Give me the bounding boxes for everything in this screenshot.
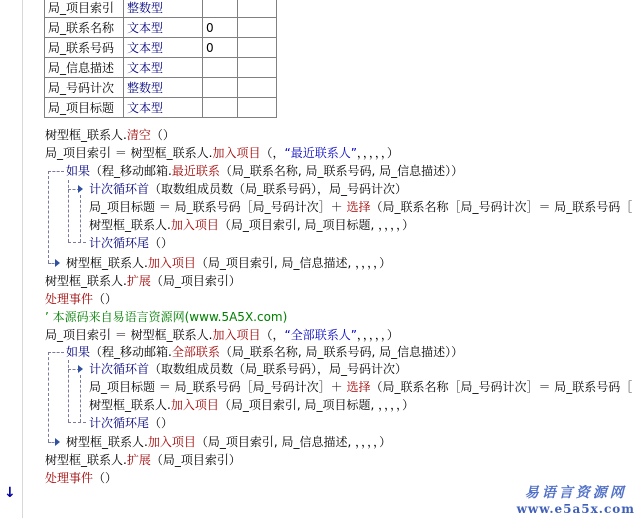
- var-static-cell[interactable]: [203, 58, 238, 78]
- local-variable-table: [44, 0, 277, 118]
- flow-arrow-icon: [78, 185, 83, 193]
- code-args: （）: [149, 236, 174, 250]
- code-keyword: 计次循环首: [89, 362, 150, 376]
- code-args: （局_项目索引, 局_项目标题, ，，，，）: [218, 398, 415, 412]
- flow-connector: [80, 375, 81, 422]
- var-name-cell[interactable]: 局_号码计次: [45, 78, 124, 98]
- code-line[interactable]: [45, 469, 117, 487]
- flow-connector: [48, 171, 64, 172]
- code-args: （局_项目索引）: [150, 453, 241, 467]
- code-keyword: 计次循环尾: [89, 236, 150, 250]
- table-row[interactable]: [45, 18, 277, 38]
- site-watermark-logo: [517, 482, 635, 516]
- flow-arrow-icon: [55, 438, 60, 446]
- table-row[interactable]: [45, 38, 277, 58]
- var-static-cell[interactable]: [203, 78, 238, 98]
- code-line[interactable]: [66, 254, 391, 272]
- code-object: （程_移动邮箱.: [90, 164, 172, 178]
- code-args: ，，，，，）: [356, 146, 399, 160]
- code-method: 加入项目: [170, 218, 219, 232]
- code-object: （程_移动邮箱.: [90, 345, 172, 359]
- code-assign: 局_项目索引 ＝ 树型框_联系人.: [45, 146, 213, 160]
- code-object: 树型框_联系人.: [89, 218, 171, 232]
- code-comment[interactable]: [45, 308, 287, 326]
- var-type-cell[interactable]: 文本型: [124, 38, 203, 58]
- code-string: “全部联系人”: [284, 328, 357, 342]
- code-keyword: 计次循环首: [89, 182, 150, 196]
- code-method: 加入项目: [170, 398, 219, 412]
- code-args: （局_联系名称, 局_联系号码, 局_信息描述））: [219, 164, 464, 178]
- var-type-cell[interactable]: 文本型: [124, 58, 203, 78]
- comment-text: ’ 本源码来自易语言资源网(www.5A5X.com): [45, 310, 288, 324]
- code-keyword: 计次循环尾: [89, 416, 150, 430]
- code-assign: 局_项目标题 ＝ 局_联系号码［局_号码计次］＋: [89, 380, 347, 394]
- logo-title: 易语言资源网: [524, 485, 627, 501]
- var-type-cell[interactable]: 整数型: [124, 78, 203, 98]
- code-object: 树型框_联系人.: [45, 128, 127, 142]
- code-keyword: 如果: [66, 345, 91, 359]
- code-string: “最近联系人”: [284, 146, 357, 160]
- code-args: （局_联系名称［局_号码计次］＝ 局_联系号码［: [370, 200, 633, 214]
- code-args: （局_项目索引, 局_信息描述, ，，，，）: [195, 256, 392, 270]
- code-method: 全部联系: [171, 345, 220, 359]
- flow-connector: [48, 171, 49, 263]
- var-static-cell[interactable]: 0: [203, 18, 238, 38]
- var-type-cell[interactable]: 文本型: [124, 18, 203, 38]
- code-line[interactable]: [89, 234, 173, 252]
- code-line[interactable]: [89, 360, 407, 378]
- var-name-cell[interactable]: 局_联系号码: [45, 38, 124, 58]
- var-static-cell[interactable]: [203, 98, 238, 118]
- code-method: 扩展: [126, 274, 151, 288]
- code-method: 加入项目: [147, 256, 196, 270]
- code-args: （局_联系名称［局_号码计次］＝ 局_联系号码［: [370, 380, 633, 394]
- code-args: （局_联系名称, 局_联系号码, 局_信息描述））: [219, 345, 464, 359]
- code-method: 选择: [346, 380, 371, 394]
- code-args: （局_项目索引, 局_信息描述, ，，，，）: [195, 435, 392, 449]
- code-args: （）: [93, 471, 118, 485]
- code-line[interactable]: [45, 451, 241, 469]
- code-args: （）: [93, 292, 118, 306]
- table-row[interactable]: [45, 78, 277, 98]
- code-assign: 局_项目标题 ＝ 局_联系号码［局_号码计次］＋: [89, 200, 347, 214]
- logo-url: www.e5a5x.com: [516, 502, 635, 516]
- code-method: 处理事件: [45, 471, 94, 485]
- code-method: 扩展: [126, 453, 151, 467]
- var-type-cell[interactable]: 文本型: [124, 98, 203, 118]
- table-row[interactable]: [45, 0, 277, 18]
- code-method: 加入项目: [212, 328, 261, 342]
- code-line[interactable]: [66, 433, 391, 451]
- code-assign: 局_项目索引 ＝ 树型框_联系人.: [45, 328, 213, 342]
- code-line[interactable]: [89, 378, 632, 396]
- var-name-cell[interactable]: 局_项目索引: [45, 0, 124, 18]
- flow-connector: [48, 352, 64, 353]
- flow-arrow-icon: [55, 259, 60, 267]
- flow-connector: [68, 422, 86, 423]
- var-array-cell[interactable]: [238, 18, 277, 38]
- flow-connector: [48, 352, 49, 442]
- code-method: 清空: [126, 128, 151, 142]
- code-method: 处理事件: [45, 292, 94, 306]
- code-object: 树型框_联系人.: [45, 453, 127, 467]
- code-line[interactable]: [45, 326, 399, 344]
- table-row[interactable]: [45, 98, 277, 118]
- code-line[interactable]: [89, 414, 173, 432]
- code-line[interactable]: [45, 144, 399, 162]
- code-method: 加入项目: [212, 146, 261, 160]
- code-object: 树型框_联系人.: [66, 256, 148, 270]
- code-args: （取数组成员数（局_联系号码），局_号码计次）: [149, 362, 408, 376]
- var-static-cell[interactable]: [203, 0, 238, 18]
- down-arrow-icon: ↓: [4, 485, 16, 501]
- code-line[interactable]: [45, 126, 175, 144]
- code-args: （）: [149, 416, 174, 430]
- code-object: 树型框_联系人.: [45, 274, 127, 288]
- code-method: 加入项目: [147, 435, 196, 449]
- flow-connector: [80, 195, 81, 242]
- code-args: （，: [260, 146, 285, 160]
- code-args: （取数组成员数（局_联系号码），局_号码计次）: [149, 182, 408, 196]
- code-line[interactable]: [89, 216, 414, 234]
- code-args: ，，，，，）: [356, 328, 399, 342]
- code-line[interactable]: [89, 396, 414, 414]
- code-line[interactable]: [66, 343, 463, 361]
- var-array-cell[interactable]: [238, 0, 277, 18]
- code-method: 选择: [346, 200, 371, 214]
- var-name-cell[interactable]: 局_联系名称: [45, 18, 124, 38]
- editor-gutter: [0, 0, 23, 518]
- code-object: 树型框_联系人.: [89, 398, 171, 412]
- code-args: （，: [260, 328, 285, 342]
- code-args: （）: [150, 128, 175, 142]
- table-row[interactable]: [45, 58, 277, 78]
- var-array-cell[interactable]: [238, 78, 277, 98]
- code-line[interactable]: [89, 198, 632, 216]
- var-array-cell[interactable]: [238, 38, 277, 58]
- var-name-cell[interactable]: 局_项目标题: [45, 98, 124, 118]
- flow-connector: [68, 242, 86, 243]
- code-line[interactable]: [45, 290, 117, 308]
- code-args: （局_项目索引, 局_项目标题, ，，，，）: [218, 218, 415, 232]
- code-keyword: 如果: [66, 164, 91, 178]
- code-line[interactable]: [66, 162, 463, 180]
- code-method: 最近联系: [171, 164, 220, 178]
- code-args: （局_项目索引）: [150, 274, 241, 288]
- var-name-cell[interactable]: 局_信息描述: [45, 58, 124, 78]
- var-static-cell[interactable]: 0: [203, 38, 238, 58]
- code-object: 树型框_联系人.: [66, 435, 148, 449]
- var-array-cell[interactable]: [238, 58, 277, 78]
- var-type-cell[interactable]: 整数型: [124, 0, 203, 18]
- code-line[interactable]: [89, 180, 407, 198]
- code-line[interactable]: [45, 272, 241, 290]
- var-array-cell[interactable]: [238, 98, 277, 118]
- flow-arrow-icon: [78, 365, 83, 373]
